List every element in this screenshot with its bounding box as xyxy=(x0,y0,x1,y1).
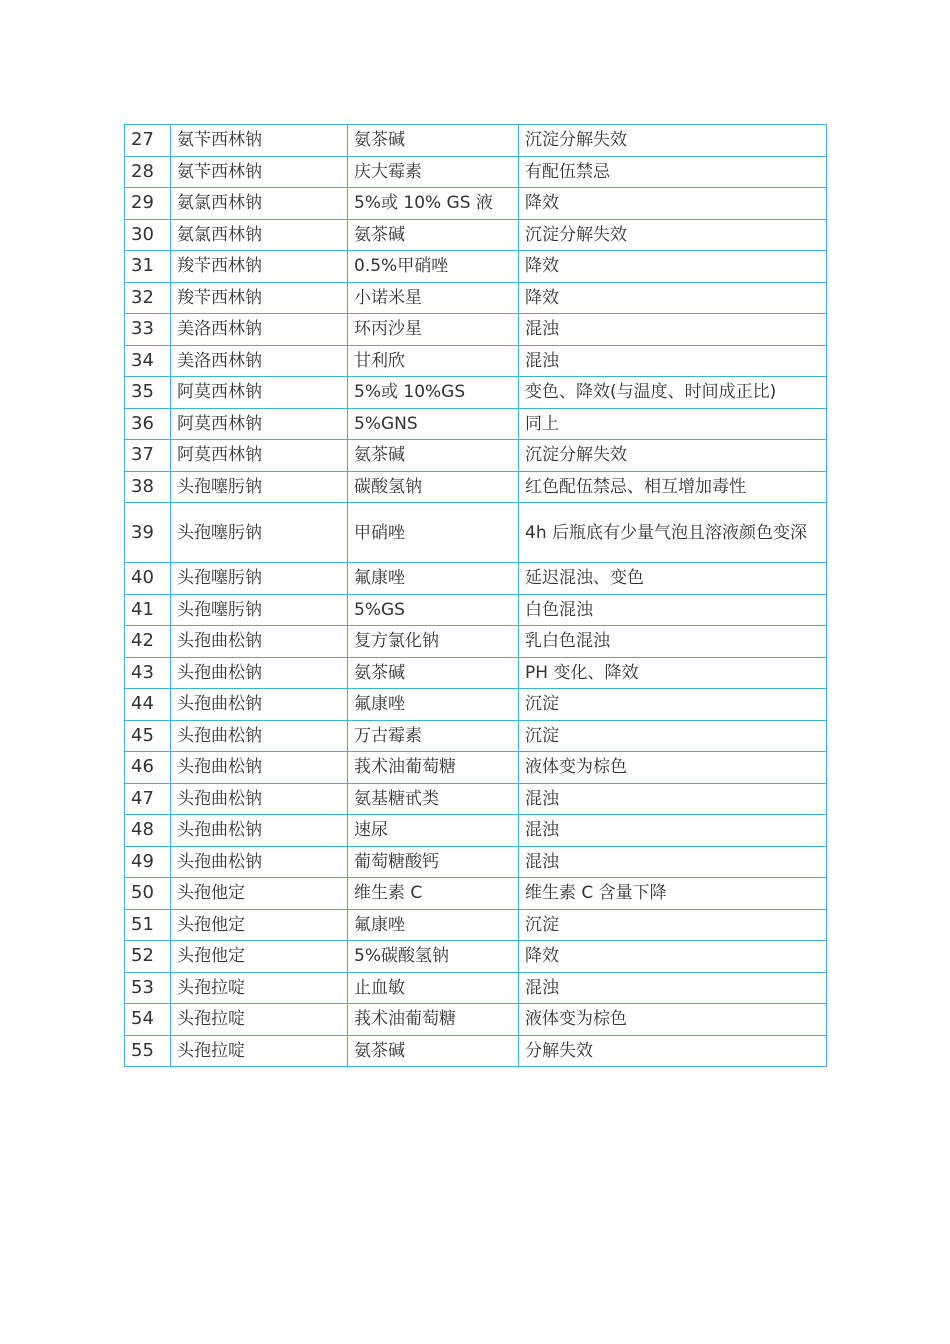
drug-name-cell: 羧苄西林钠 xyxy=(171,282,348,314)
incompatibility-result-cell: 变色、降效(与温度、时间成正比) xyxy=(519,377,827,409)
drug-name-cell: 头孢曲松钠 xyxy=(171,752,348,784)
incompatibility-result-cell: 液体变为棕色 xyxy=(519,752,827,784)
table-row xyxy=(125,314,827,346)
incompatibility-result-cell: 延迟混浊、变色 xyxy=(519,563,827,595)
combined-drug-cell: 莪术油葡萄糖 xyxy=(348,752,519,784)
incompatibility-result-cell: 混浊 xyxy=(519,846,827,878)
incompatibility-result-cell: 沉淀 xyxy=(519,720,827,752)
incompatibility-result-cell: 混浊 xyxy=(519,783,827,815)
combined-drug-cell: 止血敏 xyxy=(348,972,519,1004)
table-row xyxy=(125,563,827,595)
combined-drug-cell: 甘利欣 xyxy=(348,345,519,377)
row-number-cell: 30 xyxy=(125,219,171,251)
combined-drug-cell: 氨茶碱 xyxy=(348,657,519,689)
incompatibility-result-cell: 沉淀分解失效 xyxy=(519,440,827,472)
table-row xyxy=(125,626,827,658)
table-row xyxy=(125,503,827,563)
row-number-cell: 48 xyxy=(125,815,171,847)
row-number-cell: 39 xyxy=(125,503,171,563)
combined-drug-cell: 复方氯化钠 xyxy=(348,626,519,658)
drug-name-cell: 头孢拉啶 xyxy=(171,1004,348,1036)
incompatibility-result-cell: 分解失效 xyxy=(519,1035,827,1067)
row-number-cell: 28 xyxy=(125,156,171,188)
incompatibility-result-cell: 混浊 xyxy=(519,345,827,377)
drug-name-cell: 头孢他定 xyxy=(171,909,348,941)
drug-name-cell: 头孢曲松钠 xyxy=(171,720,348,752)
combined-drug-cell: 氨基糖甙类 xyxy=(348,783,519,815)
table-row xyxy=(125,282,827,314)
combined-drug-cell: 万古霉素 xyxy=(348,720,519,752)
drug-name-cell: 头孢他定 xyxy=(171,941,348,973)
incompatibility-result-cell: 混浊 xyxy=(519,972,827,1004)
row-number-cell: 49 xyxy=(125,846,171,878)
incompatibility-result-cell: 维生素 C 含量下降 xyxy=(519,878,827,910)
combined-drug-cell: 速尿 xyxy=(348,815,519,847)
incompatibility-result-cell: 有配伍禁忌 xyxy=(519,156,827,188)
drug-name-cell: 头孢曲松钠 xyxy=(171,783,348,815)
drug-name-cell: 阿莫西林钠 xyxy=(171,408,348,440)
table-row xyxy=(125,1004,827,1036)
row-number-cell: 33 xyxy=(125,314,171,346)
table-row xyxy=(125,689,827,721)
drug-name-cell: 氨苄西林钠 xyxy=(171,156,348,188)
row-number-cell: 37 xyxy=(125,440,171,472)
drug-name-cell: 头孢噻肟钠 xyxy=(171,503,348,563)
combined-drug-cell: 5%GNS xyxy=(348,408,519,440)
drug-name-cell: 美洛西林钠 xyxy=(171,314,348,346)
drug-name-cell: 头孢他定 xyxy=(171,878,348,910)
drug-name-cell: 头孢曲松钠 xyxy=(171,689,348,721)
incompatibility-result-cell: 混浊 xyxy=(519,314,827,346)
incompatibility-result-cell: 白色混浊 xyxy=(519,594,827,626)
row-number-cell: 55 xyxy=(125,1035,171,1067)
drug-name-cell: 头孢曲松钠 xyxy=(171,815,348,847)
row-number-cell: 46 xyxy=(125,752,171,784)
row-number-cell: 42 xyxy=(125,626,171,658)
incompatibility-result-cell: 混浊 xyxy=(519,815,827,847)
combined-drug-cell: 小诺米星 xyxy=(348,282,519,314)
table-row xyxy=(125,219,827,251)
table-row xyxy=(125,720,827,752)
combined-drug-cell: 0.5%甲硝唑 xyxy=(348,251,519,283)
combined-drug-cell: 氟康唑 xyxy=(348,563,519,595)
combined-drug-cell: 5%或 10% GS 液 xyxy=(348,188,519,220)
incompatibility-result-cell: 沉淀 xyxy=(519,909,827,941)
row-number-cell: 43 xyxy=(125,657,171,689)
row-number-cell: 54 xyxy=(125,1004,171,1036)
row-number-cell: 50 xyxy=(125,878,171,910)
drug-name-cell: 头孢拉啶 xyxy=(171,1035,348,1067)
incompatibility-result-cell: 沉淀分解失效 xyxy=(519,219,827,251)
combined-drug-cell: 氟康唑 xyxy=(348,909,519,941)
drug-name-cell: 阿莫西林钠 xyxy=(171,377,348,409)
drug-name-cell: 氨苄西林钠 xyxy=(171,125,348,157)
incompatibility-result-cell: 降效 xyxy=(519,282,827,314)
drug-name-cell: 阿莫西林钠 xyxy=(171,440,348,472)
row-number-cell: 47 xyxy=(125,783,171,815)
combined-drug-cell: 维生素 C xyxy=(348,878,519,910)
row-number-cell: 38 xyxy=(125,471,171,503)
table-row xyxy=(125,188,827,220)
table-row xyxy=(125,471,827,503)
table-row xyxy=(125,846,827,878)
combined-drug-cell: 5%或 10%GS xyxy=(348,377,519,409)
table-row xyxy=(125,125,827,157)
drug-name-cell: 头孢曲松钠 xyxy=(171,846,348,878)
row-number-cell: 44 xyxy=(125,689,171,721)
row-number-cell: 53 xyxy=(125,972,171,1004)
row-number-cell: 31 xyxy=(125,251,171,283)
combined-drug-cell: 氨茶碱 xyxy=(348,125,519,157)
row-number-cell: 29 xyxy=(125,188,171,220)
incompatibility-result-cell: 降效 xyxy=(519,251,827,283)
table-row xyxy=(125,594,827,626)
row-number-cell: 36 xyxy=(125,408,171,440)
drug-name-cell: 头孢拉啶 xyxy=(171,972,348,1004)
drug-name-cell: 美洛西林钠 xyxy=(171,345,348,377)
row-number-cell: 34 xyxy=(125,345,171,377)
row-number-cell: 32 xyxy=(125,282,171,314)
drug-name-cell: 羧苄西林钠 xyxy=(171,251,348,283)
drug-name-cell: 头孢曲松钠 xyxy=(171,626,348,658)
table-row xyxy=(125,752,827,784)
drug-name-cell: 头孢曲松钠 xyxy=(171,657,348,689)
table-row xyxy=(125,972,827,1004)
incompatibility-result-cell: 红色配伍禁忌、相互增加毒性 xyxy=(519,471,827,503)
row-number-cell: 52 xyxy=(125,941,171,973)
table-row xyxy=(125,1035,827,1067)
incompatibility-result-cell: 乳白色混浊 xyxy=(519,626,827,658)
table-row xyxy=(125,156,827,188)
table-row xyxy=(125,878,827,910)
row-number-cell: 41 xyxy=(125,594,171,626)
combined-drug-cell: 5%碳酸氢钠 xyxy=(348,941,519,973)
combined-drug-cell: 氨茶碱 xyxy=(348,1035,519,1067)
drug-name-cell: 头孢噻肟钠 xyxy=(171,594,348,626)
incompatibility-result-cell: 沉淀分解失效 xyxy=(519,125,827,157)
drug-name-cell: 氨氯西林钠 xyxy=(171,219,348,251)
drug-name-cell: 头孢噻肟钠 xyxy=(171,471,348,503)
combined-drug-cell: 氨茶碱 xyxy=(348,440,519,472)
combined-drug-cell: 5%GS xyxy=(348,594,519,626)
incompatibility-result-cell: 沉淀 xyxy=(519,689,827,721)
table-row xyxy=(125,909,827,941)
row-number-cell: 27 xyxy=(125,125,171,157)
table-row xyxy=(125,377,827,409)
table-row xyxy=(125,251,827,283)
row-number-cell: 40 xyxy=(125,563,171,595)
row-number-cell: 51 xyxy=(125,909,171,941)
drug-incompatibility-table xyxy=(124,124,827,1067)
combined-drug-cell: 葡萄糖酸钙 xyxy=(348,846,519,878)
combined-drug-cell: 莪术油葡萄糖 xyxy=(348,1004,519,1036)
table-row xyxy=(125,657,827,689)
combined-drug-cell: 庆大霉素 xyxy=(348,156,519,188)
combined-drug-cell: 氨茶碱 xyxy=(348,219,519,251)
incompatibility-result-cell: 降效 xyxy=(519,188,827,220)
row-number-cell: 45 xyxy=(125,720,171,752)
incompatibility-result-cell: 同上 xyxy=(519,408,827,440)
table-row xyxy=(125,408,827,440)
table-row xyxy=(125,783,827,815)
combined-drug-cell: 环丙沙星 xyxy=(348,314,519,346)
table-row xyxy=(125,815,827,847)
drug-name-cell: 头孢噻肟钠 xyxy=(171,563,348,595)
table-row xyxy=(125,941,827,973)
table-row xyxy=(125,345,827,377)
table-row xyxy=(125,440,827,472)
incompatibility-result-cell: 4h 后瓶底有少量气泡且溶液颜色变深 xyxy=(519,503,827,563)
combined-drug-cell: 甲硝唑 xyxy=(348,503,519,563)
incompatibility-result-cell: 降效 xyxy=(519,941,827,973)
combined-drug-cell: 氟康唑 xyxy=(348,689,519,721)
table-body xyxy=(125,125,827,1067)
row-number-cell: 35 xyxy=(125,377,171,409)
combined-drug-cell: 碳酸氢钠 xyxy=(348,471,519,503)
incompatibility-result-cell: PH 变化、降效 xyxy=(519,657,827,689)
incompatibility-result-cell: 液体变为棕色 xyxy=(519,1004,827,1036)
drug-name-cell: 氨氯西林钠 xyxy=(171,188,348,220)
